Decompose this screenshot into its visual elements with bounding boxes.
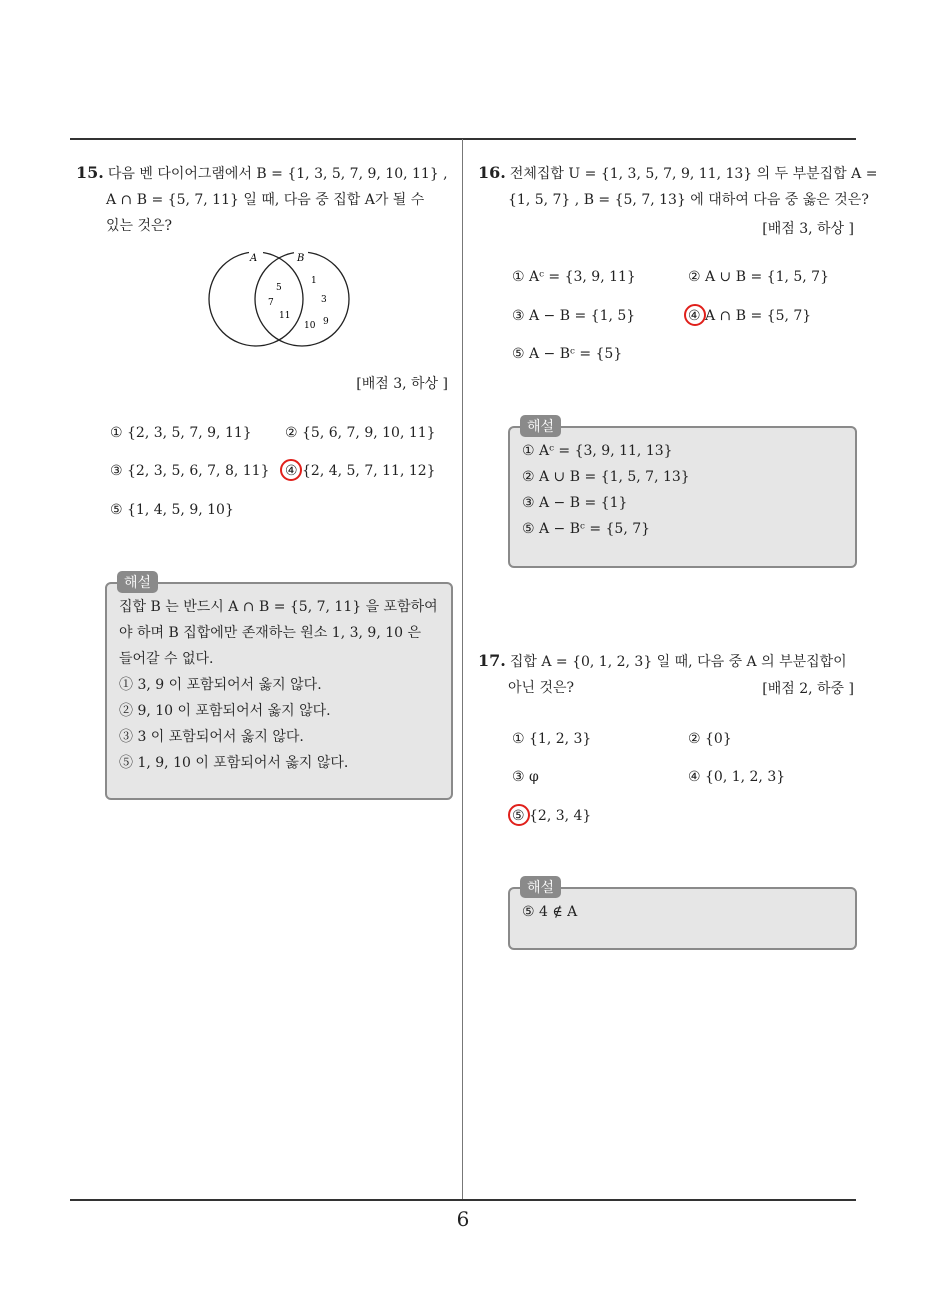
q17-option-1[interactable]: ① {1, 2, 3} <box>512 731 592 747</box>
question-16-line-2: {1, 5, 7} , B = {5, 7, 13} 에 대하여 다음 중 옳은 것은? <box>508 192 869 208</box>
q15-explanation-line-1: 집합 B 는 반드시 A ∩ B = {5, 7, 11} 을 포함하여 <box>119 599 438 615</box>
q16-option-3[interactable]: ③ A − B = {1, 5} <box>512 308 636 324</box>
venn-elem-11: 11 <box>279 311 291 321</box>
question-15-line-3: 있는 것은? <box>106 218 173 234</box>
q15-explanation-line-7: ⑤ 1, 9, 10 이 포함되어서 옳지 않다. <box>119 755 349 771</box>
question-15 <box>76 160 456 239</box>
q15-option-2[interactable]: ② {5, 6, 7, 9, 10, 11} <box>285 425 436 441</box>
q17-option-3[interactable]: ③ φ <box>512 769 539 785</box>
venn-circle-a <box>209 252 303 346</box>
question-15-line-1: 15. 다음 벤 다이어그램에서 B = {1, 3, 5, 7, 9, 10, 11} , <box>76 163 448 182</box>
bottom-rule <box>70 1199 856 1201</box>
q15-explanation-label: 해설 <box>117 571 158 593</box>
q16-explanation-body <box>510 428 855 550</box>
venn-elem-1: 1 <box>311 276 317 286</box>
q16-explanation-line-2: ② A ∪ B = {1, 5, 7, 13} <box>522 469 690 485</box>
question-17-line-1: 17. 집합 A = {0, 1, 2, 3} 일 때, 다음 중 A 의 부분집합이 <box>478 651 847 670</box>
q15-explanation-line-2: 야 하며 B 집합에만 존재하는 원소 1, 3, 9, 10 은 <box>119 625 422 641</box>
q15-explanation-body <box>107 584 451 784</box>
q15-option-5[interactable]: ⑤ {1, 4, 5, 9, 10} <box>110 502 234 518</box>
q15-explanation-line-6: ③ 3 이 포함되어서 옳지 않다. <box>119 729 304 745</box>
q15-option-4[interactable]: ④ {2, 4, 5, 7, 11, 12} <box>285 463 436 479</box>
question-16-number: 16. <box>478 163 506 182</box>
q17-option-4[interactable]: ④ {0, 1, 2, 3} <box>688 769 786 785</box>
question-15-number: 15. <box>76 163 104 182</box>
q15-explanation-line-5: ② 9, 10 이 포함되어서 옳지 않다. <box>119 703 331 719</box>
venn-label-a: A <box>250 253 258 264</box>
q16-explanation-line-4: ⑤ A − Bᶜ = {5, 7} <box>522 521 651 537</box>
q17-explanation-label: 해설 <box>520 876 561 898</box>
venn-elem-9: 9 <box>323 317 329 327</box>
q17-explanation-box <box>508 880 857 950</box>
venn-elem-7: 7 <box>268 298 274 308</box>
q16-explanation-line-1: ① Aᶜ = {3, 9, 11, 13} <box>522 443 673 459</box>
q16-option-4[interactable]: ④ A ∩ B = {5, 7} <box>688 308 812 324</box>
question-16-score: [배점 3, 하상 ] <box>762 221 854 237</box>
q15-explanation-line-3: 들어갈 수 없다. <box>119 651 214 667</box>
venn-elem-3: 3 <box>321 295 327 305</box>
venn-elem-10: 10 <box>304 321 316 331</box>
q15-explanation-line-4: ① 3, 9 이 포함되어서 옳지 않다. <box>119 677 322 693</box>
question-15-line-2: A ∩ B = {5, 7, 11} 일 때, 다음 중 집합 A가 될 수 <box>106 192 425 208</box>
q17-option-5[interactable]: ⑤ {2, 3, 4} <box>512 808 592 824</box>
question-17-number: 17. <box>478 651 506 670</box>
question-16 <box>478 160 878 213</box>
q16-option-1[interactable]: ① Aᶜ = {3, 9, 11} <box>512 269 636 285</box>
question-16-line-1: 16. 전체집합 U = {1, 3, 5, 7, 9, 11, 13} 의 두 부분집합 A = <box>478 163 878 182</box>
q15-option-3[interactable]: ③ {2, 3, 5, 6, 7, 8, 11} <box>110 463 270 479</box>
q16-option-2[interactable]: ② A ∪ B = {1, 5, 7} <box>688 269 829 285</box>
column-divider <box>462 139 463 1201</box>
q16-explanation-box <box>508 419 857 568</box>
q15-explanation-box <box>105 575 453 800</box>
q16-option-5[interactable]: ⑤ A − Bᶜ = {5} <box>512 346 623 362</box>
question-17-line-2: 아닌 것은? <box>508 680 575 696</box>
q15-answer-mark <box>280 459 302 481</box>
q15-option-1[interactable]: ① {2, 3, 5, 7, 9, 11} <box>110 425 252 441</box>
q17-explanation-body <box>510 889 855 933</box>
q16-explanation-line-3: ③ A − B = {1} <box>522 495 628 511</box>
venn-label-b: B <box>297 253 305 264</box>
venn-diagram <box>205 248 355 350</box>
question-17-score: [배점 2, 하중 ] <box>762 681 854 697</box>
page-number: 6 <box>456 1207 470 1231</box>
q16-answer-mark <box>684 304 706 326</box>
top-rule <box>70 138 856 140</box>
q17-answer-mark <box>508 804 530 826</box>
q17-option-2[interactable]: ② {0} <box>688 731 732 747</box>
question-15-score: [배점 3, 하상 ] <box>356 376 448 392</box>
q16-explanation-label: 해설 <box>520 415 561 437</box>
venn-elem-5: 5 <box>276 283 282 293</box>
q17-explanation-line-1: ⑤ 4 ∉ A <box>522 904 578 920</box>
